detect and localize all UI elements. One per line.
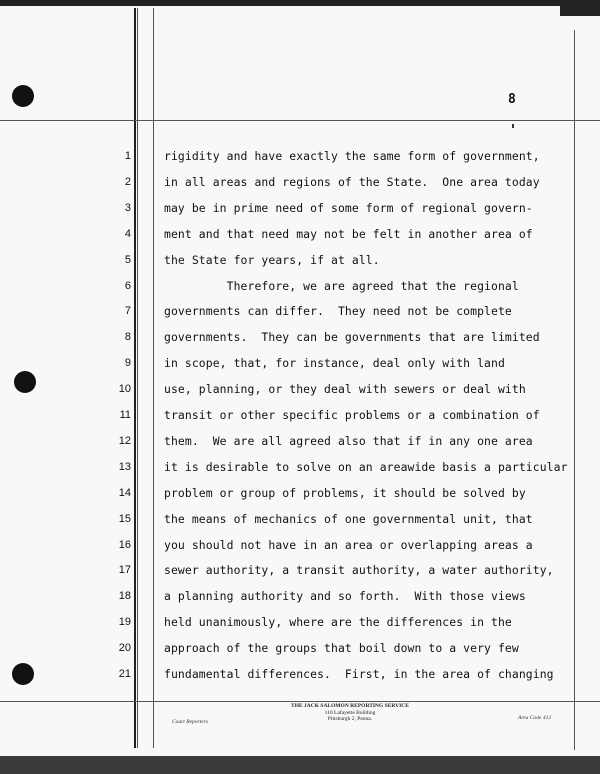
line-number: 7 xyxy=(124,305,131,317)
line-number: 9 xyxy=(124,357,131,369)
transcript-line: governments can differ. They need not be complete xyxy=(164,304,512,318)
transcript-line: the State for years, if at all. xyxy=(164,253,380,267)
transcript-line: it is desirable to solve on an areawide basis a particular xyxy=(164,460,568,474)
transcript-line: may be in prime need of some form of regional govern- xyxy=(164,201,533,215)
line-number: 12 xyxy=(118,435,131,447)
line-number: 6 xyxy=(124,280,131,292)
line-number: 2 xyxy=(124,176,131,188)
transcript-line: governments. They can be governments that are limited xyxy=(164,330,540,344)
line-number: 4 xyxy=(124,228,131,240)
line-number: 16 xyxy=(118,539,131,551)
line-number: 14 xyxy=(118,487,131,499)
left-margin-rule xyxy=(134,8,136,748)
scan-bottom-edge xyxy=(0,756,600,774)
binder-hole-bottom xyxy=(12,663,34,685)
line-number: 3 xyxy=(124,202,131,214)
transcript-line: rigidity and have exactly the same form of government, xyxy=(164,149,540,163)
footer-city: Pittsburgh 2, Penna. xyxy=(327,716,373,722)
transcript-line: fundamental differences. First, in the area of changing xyxy=(164,667,554,681)
line-number: 18 xyxy=(118,590,131,602)
reporting-service-footer xyxy=(260,703,440,723)
line-number: 21 xyxy=(118,668,131,680)
footer-left-label: Court Reporters xyxy=(172,719,208,725)
transcript-line: sewer authority, a transit authority, a water authority, xyxy=(164,563,554,577)
transcript-line: held unanimously, where are the differences in the xyxy=(164,615,512,629)
line-number: 10 xyxy=(118,383,131,395)
line-number: 11 xyxy=(119,409,131,421)
transcript-line: use, planning, or they deal with sewers or deal with xyxy=(164,382,526,396)
line-number: 20 xyxy=(118,642,131,654)
scan-top-edge xyxy=(0,0,600,6)
footer-address: 110 Lafayette Building xyxy=(324,709,376,716)
right-margin-rule xyxy=(574,30,575,750)
transcript-line: in all areas and regions of the State. One area today xyxy=(164,175,540,189)
line-number: 1 xyxy=(124,150,131,162)
binder-hole-middle xyxy=(14,371,36,393)
left-margin-rule-inner xyxy=(137,8,138,748)
binder-hole-top xyxy=(12,85,34,107)
header-rule xyxy=(0,120,600,121)
transcript-line: Therefore, we are agreed that the regional xyxy=(164,279,519,293)
header-tick-mark xyxy=(512,124,514,128)
transcript-line: in scope, that, for instance, deal only with land xyxy=(164,356,505,370)
footer-service-name: THE JACK SALOMON REPORTING SERVICE xyxy=(291,703,409,709)
transcript-line: approach of the groups that boil down to a very few xyxy=(164,641,519,655)
transcript-line: you should not have in an area or overlapping areas a xyxy=(164,538,533,552)
transcript-line: the means of mechanics of one governmental unit, that xyxy=(164,512,533,526)
page-number: 8 xyxy=(508,92,516,107)
line-number: 13 xyxy=(118,461,131,473)
transcript-line: a planning authority and so forth. With those views xyxy=(164,589,526,603)
text-margin-rule xyxy=(153,8,154,748)
transcript-line: them. We are all agreed also that if in any one area xyxy=(164,434,533,448)
scan-corner-mark xyxy=(560,0,600,16)
transcript-line: transit or other specific problems or a combination of xyxy=(164,408,540,422)
footer-right-label: Area Code 412 xyxy=(518,715,552,721)
line-number: 19 xyxy=(118,616,131,628)
transcript-line: problem or group of problems, it should be solved by xyxy=(164,486,526,500)
line-number: 5 xyxy=(124,254,131,266)
transcript-line: ment and that need may not be felt in another area of xyxy=(164,227,533,241)
line-number: 15 xyxy=(118,513,131,525)
line-number: 17 xyxy=(118,564,131,576)
line-number: 8 xyxy=(124,331,131,343)
footer-rule xyxy=(0,701,600,702)
